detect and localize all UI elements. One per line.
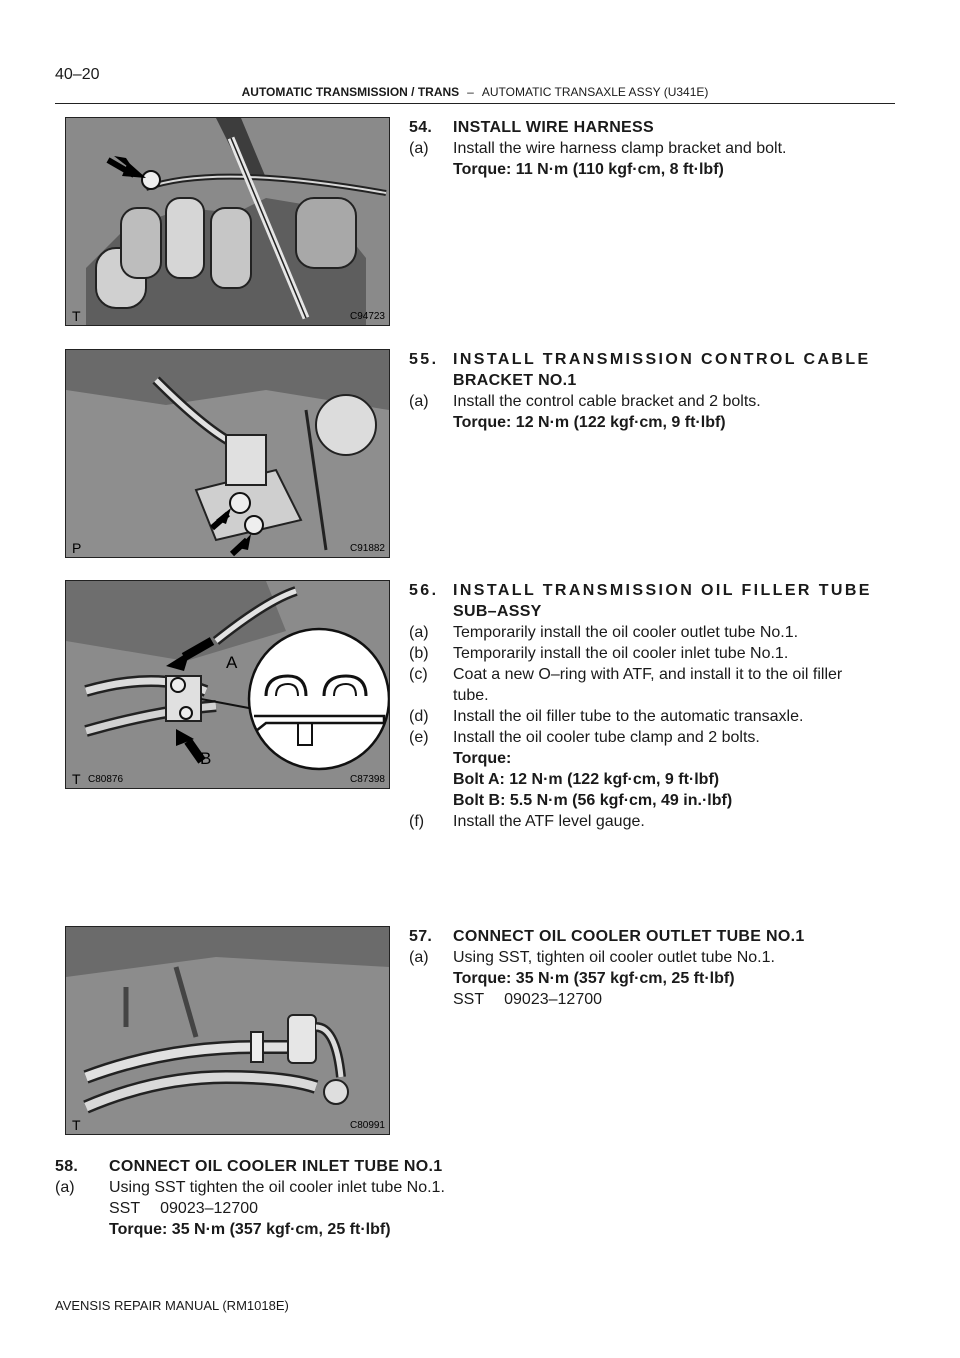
figure-wire-harness [65,117,390,326]
sst-spec: SST 09023–12700 [453,991,603,1008]
figure-control-cable-bracket [65,349,390,558]
page-header [55,85,895,104]
substep: (a) Install the control cable bracket and 2 bolts. [409,393,761,410]
substep-continued: tube. [453,687,489,704]
figure-code: C80991 [349,1120,385,1131]
substep: (c) Coat a new O–ring with ATF, and install it to the oil filler [409,666,843,683]
step-heading: 57. CONNECT OIL COOLER OUTLET TUBE NO.1 [409,928,805,945]
step-55 [409,349,895,433]
sst-spec: SST 09023–12700 [109,1200,259,1217]
figure-corner-mark: P [72,540,82,556]
step-56 [409,580,895,832]
step-54 [409,117,895,180]
torque-spec: Torque: 12 N·m (122 kgf·cm, 9 ft·lbf) [453,414,726,431]
torque-spec-bolt-a: Bolt A: 12 N·m (122 kgf·cm, 9 ft·lbf) [453,771,720,788]
substep: (b) Temporarily install the oil cooler inlet tube No.1. [409,645,789,662]
figure-code: C91882 [349,543,385,554]
substep: (e) Install the oil cooler tube clamp and 2 bolts. [409,729,760,746]
figure-corner-mark: T [72,1117,81,1133]
substep: (f) Install the ATF level gauge. [409,813,645,830]
figure-oil-cooler-outlet-tube [65,926,390,1135]
header-subsection: AUTOMATIC TRANSAXLE ASSY (U341E) [481,85,709,99]
substep: (d) Install the oil filler tube to the automatic transaxle. [409,708,804,725]
page-footer: AVENSIS REPAIR MANUAL (RM1018E) [55,1298,289,1313]
substep: (a) Using SST tighten the oil cooler inlet tube No.1. [55,1179,445,1196]
step-heading-continued: SUB–ASSY [453,603,542,620]
header-separator: – [467,85,474,99]
wire-harness-illustration [66,118,389,325]
step-heading: 56. INSTALL TRANSMISSION OIL FILLER TUBE [409,582,872,599]
figure-code: C94723 [349,311,385,322]
step-57 [409,926,895,1010]
torque-spec-bolt-b: Bolt B: 5.5 N·m (56 kgf·cm, 49 in.·lbf) [453,792,733,809]
substep: (a) Temporarily install the oil cooler outlet tube No.1. [409,624,799,641]
bolt-b-callout: B [200,749,212,768]
figure-oil-filler-tube [65,580,390,789]
control-cable-bracket-illustration [66,350,389,557]
figure-code-secondary: C80876 [88,774,124,785]
figure-corner-mark: T [72,771,81,787]
torque-spec: Torque: 11 N·m (110 kgf·cm, 8 ft·lbf) [453,161,724,178]
substep: (a) Using SST, tighten oil cooler outlet tube No.1. [409,949,775,966]
figure-corner-mark: T [72,308,81,324]
substep: (a) Install the wire harness clamp bracket and bolt. [409,140,787,157]
step-heading: 55. INSTALL TRANSMISSION CONTROL CABLE [409,351,871,368]
step-heading-continued: BRACKET NO.1 [453,372,577,389]
step-heading: 58. CONNECT OIL COOLER INLET TUBE NO.1 [55,1158,443,1175]
oil-filler-tube-illustration [66,581,389,788]
header-section: AUTOMATIC TRANSMISSION / TRANS [241,85,460,99]
torque-spec: Torque: 35 N·m (357 kgf·cm, 25 ft·lbf) [109,1221,391,1238]
step-heading: 54. INSTALL WIRE HARNESS [409,119,654,136]
oil-cooler-tube-illustration [66,927,389,1134]
figure-code: C87398 [349,774,385,785]
step-58 [55,1156,555,1240]
torque-spec: Torque: 35 N·m (357 kgf·cm, 25 ft·lbf) [453,970,735,987]
torque-label: Torque: [453,750,512,767]
page-number: 40–20 [55,66,100,83]
bolt-a-callout: A [226,653,238,672]
